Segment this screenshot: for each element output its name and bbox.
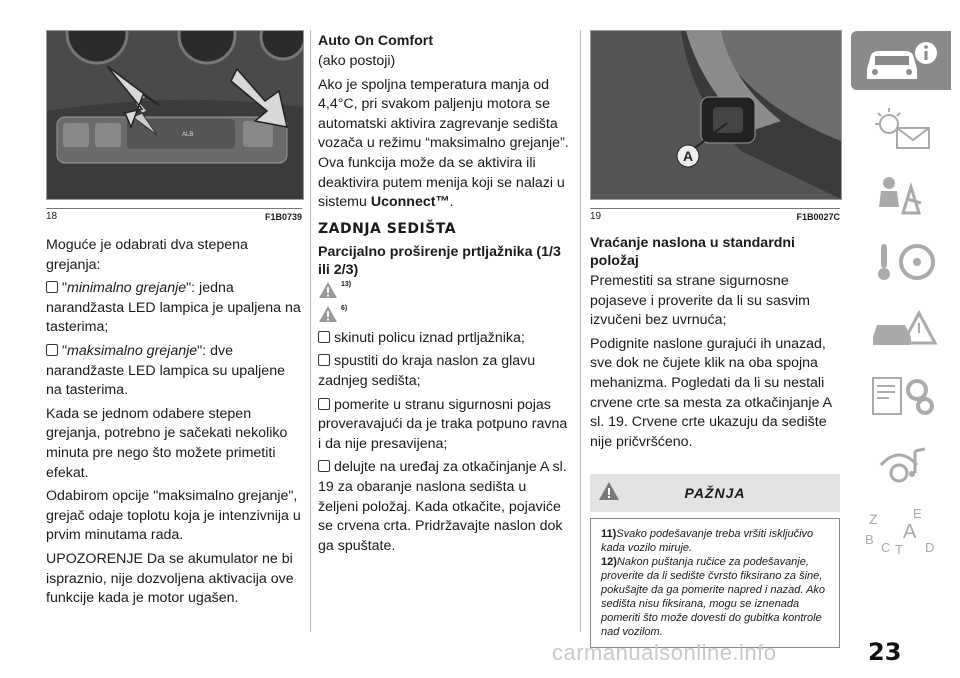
paragraph: Premestiti sa strane sigurnosne pojaseve i proverite da li su sasvim izvučeni bez uvrnuća; bbox=[590, 273, 811, 329]
warning-triangle-icon bbox=[318, 281, 338, 299]
caution-triangle-icon bbox=[318, 305, 338, 323]
paragraph: Odabirom opcije "maksimalno grejanje", grejač odaje toplotu koja je intenzivnija u prvim minutama rada. bbox=[46, 488, 301, 544]
list-item: pomerite u stranu sigurnosni pojas proveravajući da je traka potpuno ravna i da nije presavijena; bbox=[318, 396, 568, 452]
svg-text:A: A bbox=[903, 520, 917, 543]
list-item: "minimalno grejanje": jedna narandžasta LED lampica je upaljena na tasterima; bbox=[46, 280, 301, 336]
figure-number: 18 bbox=[46, 211, 58, 222]
tab-car-info[interactable] bbox=[851, 31, 951, 90]
checkbox-bullet-icon bbox=[318, 354, 330, 366]
figure-code: F1B0027C bbox=[796, 211, 840, 222]
note-item: 11)Svako podešavanje treba vršiti isključivo kada vozilo miruje. bbox=[601, 528, 814, 555]
list-item: skinuti policu iznad prtljažnika; bbox=[318, 329, 570, 349]
chapter-heading: ZADNJA SEDIŠTA bbox=[318, 220, 457, 237]
left-column bbox=[46, 30, 302, 613]
figure-number: 19 bbox=[590, 211, 602, 222]
column-divider bbox=[310, 30, 311, 632]
note-item: 12)Nakon puštanja ručice za podešavanje, proverite da li sedište čvrsto fiksirano za šine, pokušajte da ga pomerite napred i nazad. Ako sedišta nisu fiksirana, mogu se iznenada pomeriti što može dovesti do gubitka kontrole nad vozilom. bbox=[601, 556, 826, 639]
warning-ref: 13) bbox=[318, 281, 570, 305]
section-heading: Auto On Comfort bbox=[318, 33, 434, 49]
tab-warning-lights[interactable] bbox=[851, 98, 951, 157]
figure-19-photo bbox=[590, 30, 842, 200]
figure-code: F1B0739 bbox=[264, 211, 302, 222]
intro-text: Moguće je odabrati dva stepena grejanja: bbox=[46, 237, 248, 273]
tab-multimedia[interactable] bbox=[851, 433, 951, 492]
svg-text:B: B bbox=[865, 531, 874, 547]
warning-title: PAŽNJA bbox=[684, 485, 746, 502]
checkbox-bullet-icon bbox=[318, 460, 330, 472]
caution-ref: 6) bbox=[318, 305, 570, 329]
tab-breakdown[interactable] bbox=[851, 299, 951, 358]
paragraph: Kada se jednom odabere stepen grejanja, potrebno je sačekati nekoliko minuta pre nego što možete primetiti efekat. bbox=[46, 405, 288, 481]
multimedia-icon bbox=[859, 441, 943, 485]
section-heading: Vraćanje naslona u standardni položaj bbox=[590, 235, 795, 269]
svg-text:C: C bbox=[881, 539, 891, 555]
warning-notes bbox=[590, 518, 840, 648]
tab-seat-safety[interactable] bbox=[851, 165, 951, 224]
right-column bbox=[590, 30, 840, 648]
figure-label-a: A bbox=[683, 148, 694, 164]
checkbox-bullet-icon bbox=[318, 398, 330, 410]
breakdown-icon bbox=[859, 307, 943, 351]
alb-label: ALB bbox=[182, 132, 194, 138]
tab-steering-key[interactable] bbox=[851, 232, 951, 291]
steering-key-icon bbox=[859, 240, 943, 284]
figure-18-caption bbox=[46, 208, 302, 222]
svg-text:T: T bbox=[895, 541, 903, 556]
warning-header bbox=[590, 474, 840, 512]
list-item: "maksimalno grejanje": dve narandžaste LED lampica su upaljene na tasterima. bbox=[46, 342, 285, 399]
paragraph: Podignite naslone gurajući ih unazad, sve dok ne čujete klik na oba spojna mehanizma. Pogledati da li su nestali crvene crte sa mesta za otkačinjanje A sl. 19. Crvene crte ukazuju da sedište nije pričvršćeno. bbox=[590, 335, 832, 450]
figure-19-caption bbox=[590, 208, 840, 222]
watermark: carmanualsonline.info bbox=[552, 640, 777, 665]
maintenance-icon bbox=[859, 374, 943, 418]
warning-lights-icon bbox=[859, 106, 943, 150]
subheading: (ako postoji) bbox=[318, 53, 396, 69]
warning-triangle-icon bbox=[598, 481, 620, 501]
car-info-icon bbox=[859, 39, 943, 83]
index-icon bbox=[859, 504, 943, 556]
list-item: spustiti do kraja naslon za glavu zadnjeg sedišta; bbox=[318, 353, 536, 389]
checkbox-bullet-icon bbox=[318, 331, 330, 343]
paragraph: UPOZORENJE Da se akumulator ne bi ispraznio, nije dozvoljena aktivacija ove funkcije kada je motor ugašen. bbox=[46, 550, 294, 607]
figure-18-photo bbox=[46, 30, 304, 200]
paragraph: Ako je spoljna temperatura manja od 4,4°C, pri svakom paljenju motora se automatski aktivira zagrevanje sedišta vozača u režimu “maksimalno grejanje”. Ova funkcija može da se aktivira ili deaktivira putem menija koji se nalazi u sistemu Uconnect™. bbox=[318, 76, 569, 211]
list-item: delujte na uređaj za otkačinjanje A sl. 19 za obaranje naslona sedišta u željeni položaj. Kada otkačite, pojaviće se crvena crta. Pridržavajte naslon dok ga spuštate. bbox=[318, 459, 567, 554]
tab-maintenance[interactable] bbox=[851, 366, 951, 425]
svg-text:E: E bbox=[913, 505, 922, 521]
chapter-sidebar bbox=[851, 31, 951, 567]
subsection-heading: Parcijalno proširenje prtljažnika (1/3 ili 2/3) bbox=[318, 243, 561, 278]
seat-safety-icon bbox=[859, 173, 943, 217]
svg-text:D: D bbox=[925, 539, 935, 555]
checkbox-bullet-icon bbox=[46, 344, 58, 356]
middle-column bbox=[318, 30, 570, 560]
svg-text:Z: Z bbox=[869, 510, 878, 527]
column-divider bbox=[580, 30, 581, 632]
checkbox-bullet-icon bbox=[46, 281, 58, 293]
page-number: 23 bbox=[868, 638, 902, 666]
tab-index[interactable] bbox=[851, 500, 951, 559]
